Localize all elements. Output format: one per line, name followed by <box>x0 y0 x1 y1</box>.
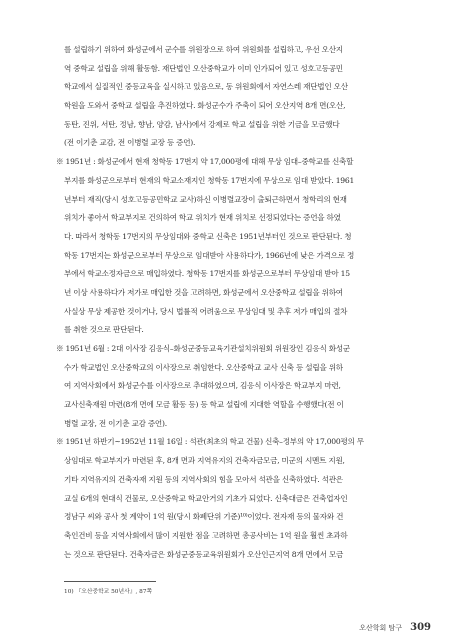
body-text <box>56 41 414 564</box>
page-footer <box>359 615 431 634</box>
text-line: 를 취한 것으로 판단된다. <box>64 325 144 335</box>
text-line: 를 설립하기 위하여 화성군에서 군수를 위원장으로 하여 위원회를 설립하고, 우선 오산지 <box>64 45 343 54</box>
footnote-divider <box>64 581 156 582</box>
text-line: 교사신축재원 마련(8개 면에 모금 활동 등) 등 학교 설립에 지대한 역할을 수행했다(전 이 <box>64 400 344 410</box>
footer-journal-title: 오산학회 탐구 <box>359 624 403 632</box>
bullet-paragraph-line: ※ 1951년 하반기~1952년 11월 16일 : 석관(최초의 학교 건물) 신축–정부의 약 17,000평의 무 <box>56 437 364 447</box>
text-line: (전 이기춘 교감, 전 이병렬 교장 등 증언). <box>64 138 196 148</box>
text-line: 위치가 좋아서 학교부지로 건의하여 학교 위치가 현재 위치로 선정되었다는 증언을 하였 <box>64 213 341 223</box>
text-line: 사실상 무상 제공한 것이거나, 당시 법률적 어려움으로 무상임대 및 추후 저가 매입의 절차 <box>64 306 348 316</box>
text-line: 기타 지역유지의 건축자재 지원 등의 지역사회의 힘을 모아서 석관을 신축하였다. 석관은 <box>64 474 343 484</box>
text-line: 는 것으로 판단된다. 건축자금은 화성군중등교육위원회가 오산인근지역 8개 면에서 모금 <box>64 549 344 559</box>
text-line: 여 지역사회에서 화성군수를 이사장으로 추대하였으며, 김응식 이사장은 학교부지 마련, <box>64 381 341 391</box>
footnote: 10) 『오산중학교 50년사』, 87쪽 <box>64 589 153 595</box>
text-line: 부에서 학교소정자금으로 매입하였다. 청학동 17번지를 화성군으로부터 무상임대 받아 15 <box>64 269 350 279</box>
bullet-paragraph-line: ※ 1951년 : 화성군에서 현재 청학동 17번지 약 17,000평에 대해 무상 임대–중학교를 신축할 <box>56 157 354 167</box>
text-line: 역 중학교 설립을 위해 활동함. 재단법인 오산중학교가 이미 인가되어 있고 성호고등공민 <box>64 63 343 73</box>
text-line: 년 이상 사용하다가 저가로 매입한 것을 고려하면, 화성군에서 오산중학교 설립을 위하여 <box>64 287 343 297</box>
page-number: 309 <box>410 622 431 633</box>
text-line: 축인건비 등을 지역사회에서 많이 지원한 점을 고려하면 총공사비는 1억 원을 훨씬 초과하 <box>64 530 348 540</box>
text-line: 동탄, 진위, 서탄, 정남, 향남, 양감, 남사)에서 강제로 학교 설립을 위한 기금을 모금했다 <box>64 119 340 129</box>
text-line: 정남구 씨와 공사 첫 계약이 1억 원(당시 화폐단위 기준)¹⁰⁾이었다. 전자재 등의 물자와 건 <box>64 512 344 522</box>
text-line: 부지를 화성군으로부터 현재의 학교소재지인 청학동 17번지에 무상으로 임대 받았다. 1961 <box>64 175 355 185</box>
text-line: 수가 학교법인 오산중학교의 이사장으로 취임한다. 오산중학교 교사 신축 등 설립을 위하 <box>64 362 343 372</box>
text-line: 교실 6개의 현대식 건물로, 오산중학교 학교안거의 기초가 되었다. 신축대금은 건축업자인 <box>64 493 348 503</box>
text-line: 다. 따라서 청학동 17번지의 무상임대와 중학교 신축은 1951년부터인 것으로 판단된다. 청 <box>64 231 352 241</box>
text-line: 상임대로 학교부지가 마련된 후, 8개 면과 지역유지의 건축자금모금, 미군의 시멘트 지원, <box>64 456 345 466</box>
text-line: 학교에서 실질적인 중등교육을 실시하고 있음으로, 동 위원회에서 자연스레 재단법인 오산 <box>64 82 348 92</box>
text-line: 학동 17번지는 화성군으로부터 무상으로 임대받아 사용하다가, 1966년에 낮은 가격으로 정 <box>64 250 355 260</box>
text-line: 학원을 도와서 중학교 설립을 추진하였다. 화성군수가 주축이 되어 오산지역 8개 면(오산, <box>64 101 346 111</box>
text-line: 년부터 재직(당시 성호고등공민학교 교사)하신 이병렬교장이 출퇴근하면서 청학리의 현재 <box>64 194 347 204</box>
bullet-paragraph-line: ※ 1951년 6월 : 2대 이사장 김응식–화성군중등교육기관설치위원회 위원장인 김응식 화성군 <box>56 344 350 353</box>
text-line: 병렬 교장, 전 이기춘 교감 증언). <box>64 418 167 428</box>
